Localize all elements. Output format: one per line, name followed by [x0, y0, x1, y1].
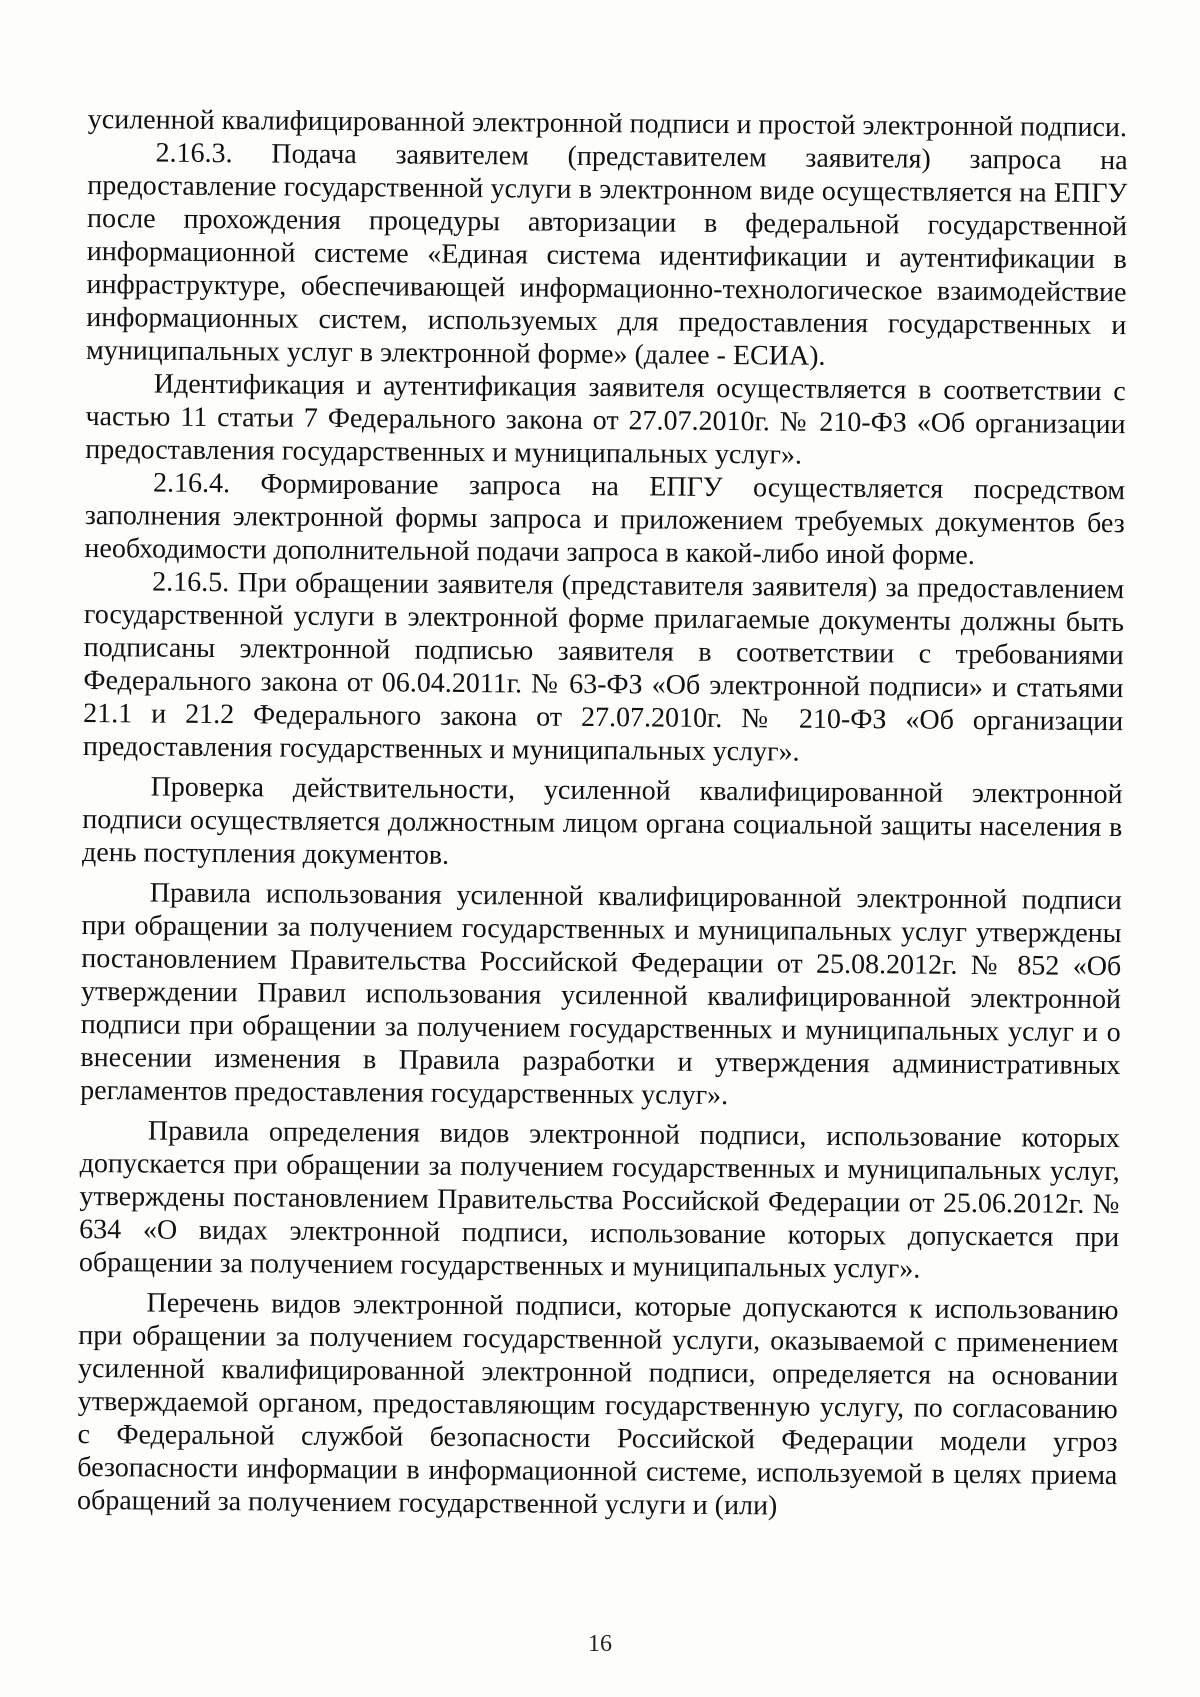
paragraph-2-16-5: 2.16.5. При обращении заявителя (представителя заявителя) за предоставлением государственной услуги в электронной форме прилагаемые документы должны быть подписаны электронной подписью заявителя в соответствии с требованиями Федерального закона от 06.04.2011г. № 63-ФЗ «Об электронной подписи» и статьями 21.1 и 21.2 Федерального закона от 27.07.2010г. № 210-ФЗ «Об организации предоставления государственных и муниципальных услуг». [82, 566, 1125, 768]
paragraph-2-16-3: 2.16.3. Подача заявителем (представителем заявителя) запроса на предоставление государственной услуги в электронном виде осуществляется на ЕПГУ после прохождения процедуры авторизации в федеральной государственной информационной системе «Единая система идентификации и аутентификации в инфраструктуре, обеспечивающей информационно-технологическое взаимодействие информационных систем, используемых для предоставления государственных и муниципальных услуг в электронной форме» (далее - ЕСИА). [85, 137, 1128, 372]
page-number: 16 [588, 1631, 612, 1657]
paragraph-identification: Идентификация и аутентификация заявителя осуществляется в соответствии с частью 11 статьи 7 Федерального закона от 27.07.2010г. № 210-ФЗ «Об организации предоставления государственных и муниципальных услуг». [85, 368, 1126, 471]
paragraph-2-16-4: 2.16.4. Формирование запроса на ЕПГУ осуществляется посредством заполнения электронной формы запроса и приложением требуемых документов без необходимости дополнительной подачи запроса в какой-либо иной форме. [84, 467, 1126, 571]
paragraph-verification: Проверка действительности, усиленной квалифицированной электронной подписи осуществляется должностным лицом органа социальной защиты населения в день поступления документов. [81, 771, 1123, 871]
paragraph-list-types: Перечень видов электронной подписи, которые допускаются к использованию при обращении за получением государственной услуги, оказываемой с применением усиленной квалифицированной электронной подписи, определяется на основании утверждаемой органом, предоставляющим государственную услугу, по согласованию с Федеральной службой безопасности Российской Федерации модели угроз безопасности информации в информационной системе, используемой в целях приема обращений за получением государственной услуги и (или) [76, 1287, 1119, 1522]
paragraph-rules-use: Правила использования усиленной квалифицированной электронной подписи при обращении за получением государственных и муниципальных услуг утверждены постановлением Правительства Российской Федерации от 25.08.2012г. № 852 «Об утверждении Правил использования усиленной квалифицированной электронной подписи при обращении за получением государственных и муниципальных услуг и о внесении изменения в Правила разработки и утверждения административных регламентов предоставления государственных услуг». [80, 877, 1122, 1112]
paragraph-rules-types: Правила определения видов электронной подписи, использование которых допускается при обращении за получением государственных и муниципальных услуг, утверждены постановлением Правительства Российской Федерации от 25.06.2012г. № 634 «О видах электронной подписи, использование которых допускается при обращении за получением государственных и муниципальных услуг». [78, 1115, 1121, 1285]
paragraph-intro: усиленной квалифицированной электронной подписи и простой электронной подписи. [87, 103, 1128, 144]
document-body [77, 103, 1128, 1525]
